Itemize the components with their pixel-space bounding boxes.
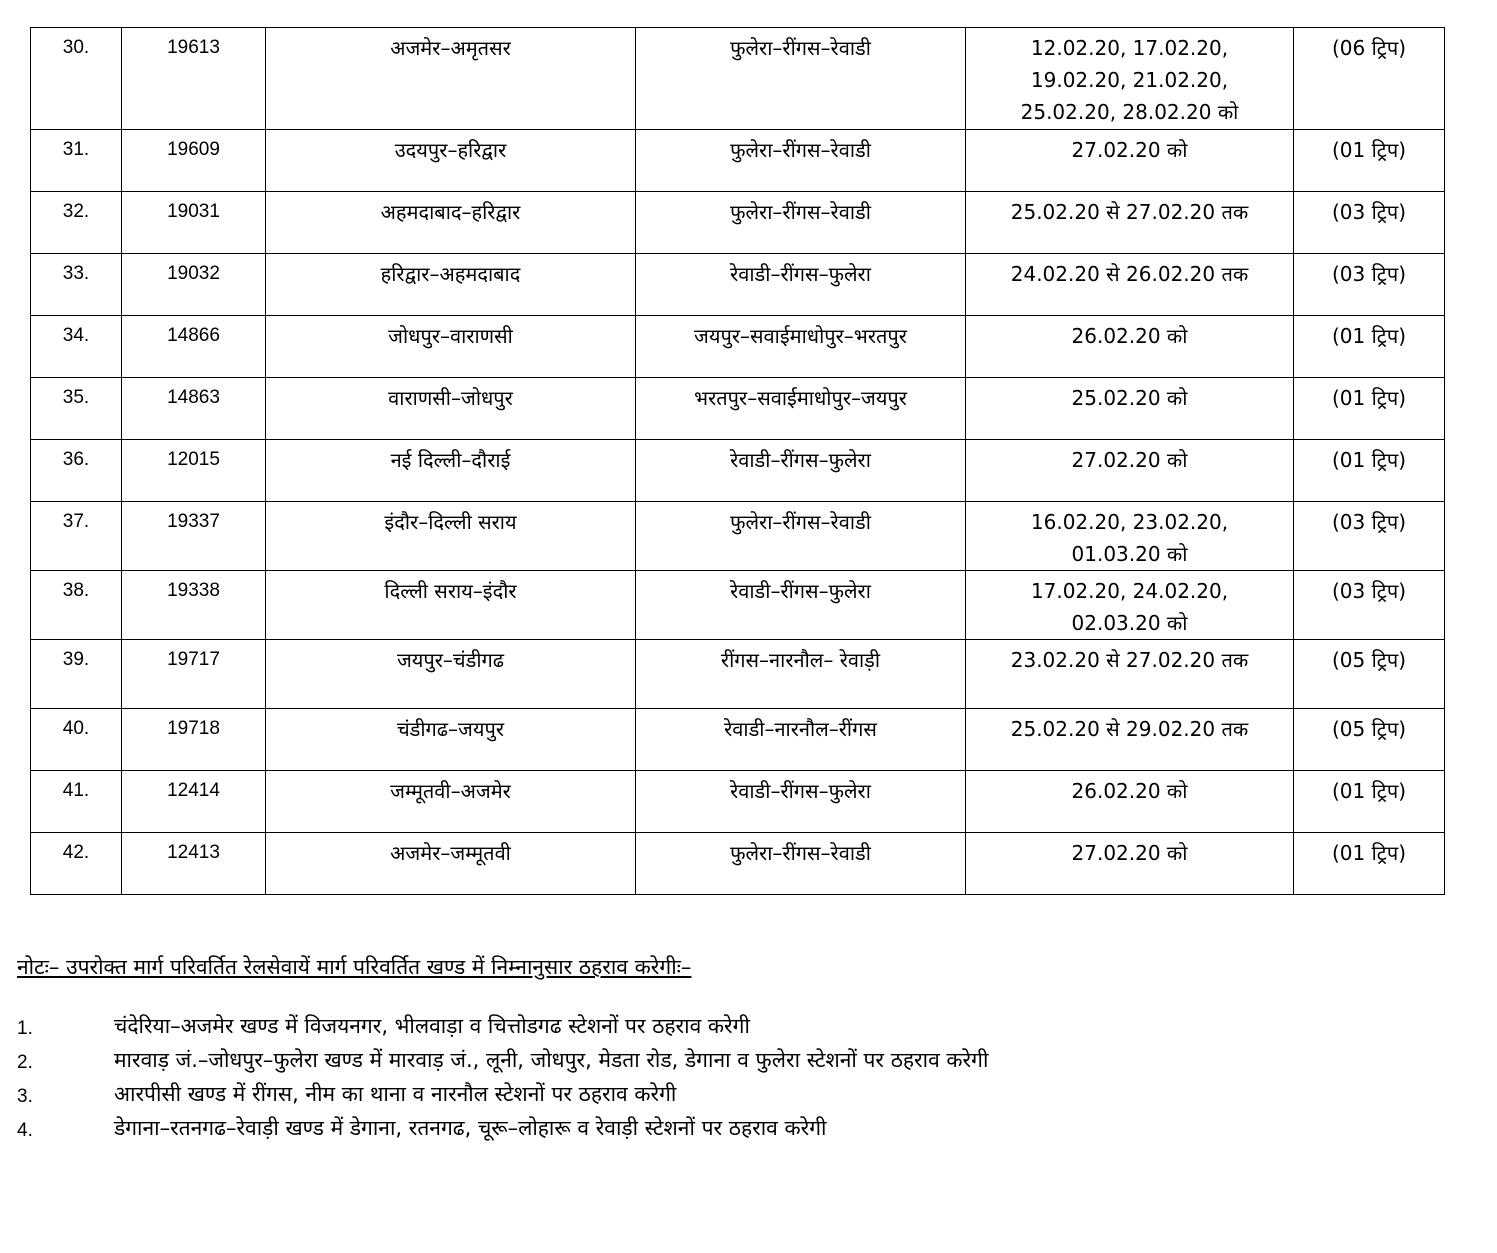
trips-cell: (01 ट्रिप) <box>1294 440 1445 502</box>
train-name-cell: अहमदाबाद–हरिद्वार <box>266 192 636 254</box>
table-row <box>31 771 1445 833</box>
train-name-cell: नई दिल्ली–दौराई <box>266 440 636 502</box>
route-cell: फुलेरा–रींगस–रेवाडी <box>636 28 966 130</box>
table-row <box>31 130 1445 192</box>
route-cell: रेवाडी–रींगस–फुलेरा <box>636 571 966 640</box>
train-name-cell: इंदौर–दिल्ली सराय <box>266 502 636 571</box>
note-item-text: चंदेरिया–अजमेर खण्ड में विजयनगर, भीलवाड़ा व चित्तोडगढ स्टेशनों पर ठहराव करेगी <box>114 1014 750 1038</box>
route-cell: रींगस–नारनौल– रेवाड़ी <box>636 640 966 709</box>
date-line: 27.02.20 को <box>1071 448 1188 472</box>
note-item-text: डेगाना–रतनगढ–रेवाड़ी खण्ड में डेगाना, रतनगढ, चूरू–लोहारू व रेवाड़ी स्टेशनों पर ठहराव करेगी <box>114 1116 827 1140</box>
date-line: 25.02.20 से 27.02.20 तक <box>1010 200 1249 224</box>
train-number-cell: 12414 <box>122 771 266 833</box>
date-line: 25.02.20 से 29.02.20 तक <box>1010 717 1249 741</box>
dates-cell <box>966 254 1294 316</box>
serial-number-cell: 35. <box>31 378 122 440</box>
train-name-cell: जयपुर–चंडीगढ <box>266 640 636 709</box>
note-item-number: 3. <box>17 1086 33 1107</box>
train-number-cell: 19337 <box>122 502 266 571</box>
train-number-cell: 19613 <box>122 28 266 130</box>
table-row <box>31 316 1445 378</box>
note-item <box>17 1012 1477 1046</box>
route-cell: जयपुर–सवाईमाधोपुर–भरतपुर <box>636 316 966 378</box>
date-line: 25.02.20, 28.02.20 को <box>1020 100 1239 124</box>
train-name-cell: वाराणसी–जोधपुर <box>266 378 636 440</box>
route-cell: रेवाडी–नारनौल–रींगस <box>636 709 966 771</box>
note-item-text: मारवाड़ जं.–जोधपुर–फुलेरा खण्ड में मारवाड़ जं., लूनी, जोधपुर, मेडता रोड, डेगाना व फुलेरा स्टेशनों पर ठहराव करेगी <box>114 1048 989 1072</box>
date-line: 16.02.20, 23.02.20, <box>1030 510 1229 534</box>
date-line: 25.02.20 को <box>1071 386 1188 410</box>
note-item <box>17 1114 1477 1148</box>
table-row <box>31 192 1445 254</box>
trips-cell: (01 ट्रिप) <box>1294 316 1445 378</box>
trips-cell: (05 ट्रिप) <box>1294 709 1445 771</box>
date-line: 17.02.20, 24.02.20, <box>1030 579 1229 603</box>
date-line: 24.02.20 से 26.02.20 तक <box>1010 262 1249 286</box>
train-number-cell: 12015 <box>122 440 266 502</box>
date-line: 19.02.20, 21.02.20, <box>1030 68 1229 92</box>
serial-number-cell: 40. <box>31 709 122 771</box>
note-item-number: 1. <box>17 1018 33 1039</box>
dates-cell <box>966 771 1294 833</box>
route-cell: फुलेरा–रींगस–रेवाडी <box>636 502 966 571</box>
date-line: 01.03.20 को <box>1071 542 1188 566</box>
table-row <box>31 502 1445 571</box>
note-item-number: 2. <box>17 1052 33 1073</box>
date-line: 26.02.20 को <box>1071 324 1188 348</box>
train-number-cell: 19718 <box>122 709 266 771</box>
route-cell: फुलेरा–रींगस–रेवाडी <box>636 833 966 895</box>
serial-number-cell: 38. <box>31 571 122 640</box>
trips-cell: (03 ट्रिप) <box>1294 254 1445 316</box>
date-line: 27.02.20 को <box>1071 138 1188 162</box>
dates-cell <box>966 130 1294 192</box>
serial-number-cell: 39. <box>31 640 122 709</box>
train-number-cell: 14863 <box>122 378 266 440</box>
trips-cell: (05 ट्रिप) <box>1294 640 1445 709</box>
route-cell: रेवाडी–रींगस–फुलेरा <box>636 440 966 502</box>
date-line: 02.03.20 को <box>1071 611 1188 635</box>
table-body <box>31 28 1445 895</box>
route-cell: फुलेरा–रींगस–रेवाडी <box>636 130 966 192</box>
train-name-cell: हरिद्वार–अहमदाबाद <box>266 254 636 316</box>
train-name-cell: अजमेर–जम्मूतवी <box>266 833 636 895</box>
serial-number-cell: 30. <box>31 28 122 130</box>
train-number-cell: 14866 <box>122 316 266 378</box>
note-item <box>17 1046 1477 1080</box>
trips-cell: (03 ट्रिप) <box>1294 571 1445 640</box>
table-row <box>31 378 1445 440</box>
note-item-text: आरपीसी खण्ड में रींगस, नीम का थाना व नारनौल स्टेशनों पर ठहराव करेगी <box>114 1082 677 1106</box>
note-heading: नोटः– उपरोक्त मार्ग परिवर्तित रेलसेवायें मार्ग परिवर्तित खण्ड में निम्नानुसार ठहराव करेगीः– <box>17 955 692 979</box>
note-item-number: 4. <box>17 1120 33 1141</box>
serial-number-cell: 36. <box>31 440 122 502</box>
date-line: 23.02.20 से 27.02.20 तक <box>1010 648 1249 672</box>
train-name-cell: जोधपुर–वाराणसी <box>266 316 636 378</box>
dates-cell <box>966 440 1294 502</box>
diverted-trains-table <box>30 27 1445 895</box>
table-row <box>31 28 1445 130</box>
dates-cell <box>966 192 1294 254</box>
train-name-cell: दिल्ली सराय–इंदौर <box>266 571 636 640</box>
train-number-cell: 19032 <box>122 254 266 316</box>
train-number-cell: 19031 <box>122 192 266 254</box>
dates-cell <box>966 709 1294 771</box>
date-line: 27.02.20 को <box>1071 841 1188 865</box>
note-item <box>17 1080 1477 1114</box>
trips-cell: (01 ट्रिप) <box>1294 833 1445 895</box>
trips-cell: (03 ट्रिप) <box>1294 502 1445 571</box>
serial-number-cell: 34. <box>31 316 122 378</box>
serial-number-cell: 37. <box>31 502 122 571</box>
table-row <box>31 254 1445 316</box>
trips-cell: (06 ट्रिप) <box>1294 28 1445 130</box>
trips-cell: (01 ट्रिप) <box>1294 378 1445 440</box>
table-row <box>31 571 1445 640</box>
dates-cell <box>966 502 1294 571</box>
route-cell: रेवाडी–रींगस–फुलेरा <box>636 254 966 316</box>
serial-number-cell: 32. <box>31 192 122 254</box>
train-number-cell: 19609 <box>122 130 266 192</box>
table-row <box>31 833 1445 895</box>
train-name-cell: चंडीगढ–जयपुर <box>266 709 636 771</box>
dates-cell <box>966 378 1294 440</box>
route-cell: फुलेरा–रींगस–रेवाडी <box>636 192 966 254</box>
serial-number-cell: 31. <box>31 130 122 192</box>
trips-cell: (01 ट्रिप) <box>1294 130 1445 192</box>
trips-cell: (03 ट्रिप) <box>1294 192 1445 254</box>
date-line: 26.02.20 को <box>1071 779 1188 803</box>
dates-cell <box>966 833 1294 895</box>
dates-cell <box>966 316 1294 378</box>
train-name-cell: उदयपुर–हरिद्वार <box>266 130 636 192</box>
route-cell: भरतपुर–सवाईमाधोपुर–जयपुर <box>636 378 966 440</box>
train-name-cell: जम्मूतवी–अजमेर <box>266 771 636 833</box>
dates-cell <box>966 571 1294 640</box>
train-number-cell: 19338 <box>122 571 266 640</box>
table-row <box>31 640 1445 709</box>
train-number-cell: 12413 <box>122 833 266 895</box>
trips-cell: (01 ट्रिप) <box>1294 771 1445 833</box>
table-row <box>31 440 1445 502</box>
serial-number-cell: 42. <box>31 833 122 895</box>
date-line: 12.02.20, 17.02.20, <box>1030 36 1229 60</box>
dates-cell <box>966 28 1294 130</box>
serial-number-cell: 33. <box>31 254 122 316</box>
table-row <box>31 709 1445 771</box>
train-number-cell: 19717 <box>122 640 266 709</box>
route-cell: रेवाडी–रींगस–फुलेरा <box>636 771 966 833</box>
train-name-cell: अजमेर–अमृतसर <box>266 28 636 130</box>
dates-cell <box>966 640 1294 709</box>
serial-number-cell: 41. <box>31 771 122 833</box>
note-list <box>17 1012 1477 1148</box>
